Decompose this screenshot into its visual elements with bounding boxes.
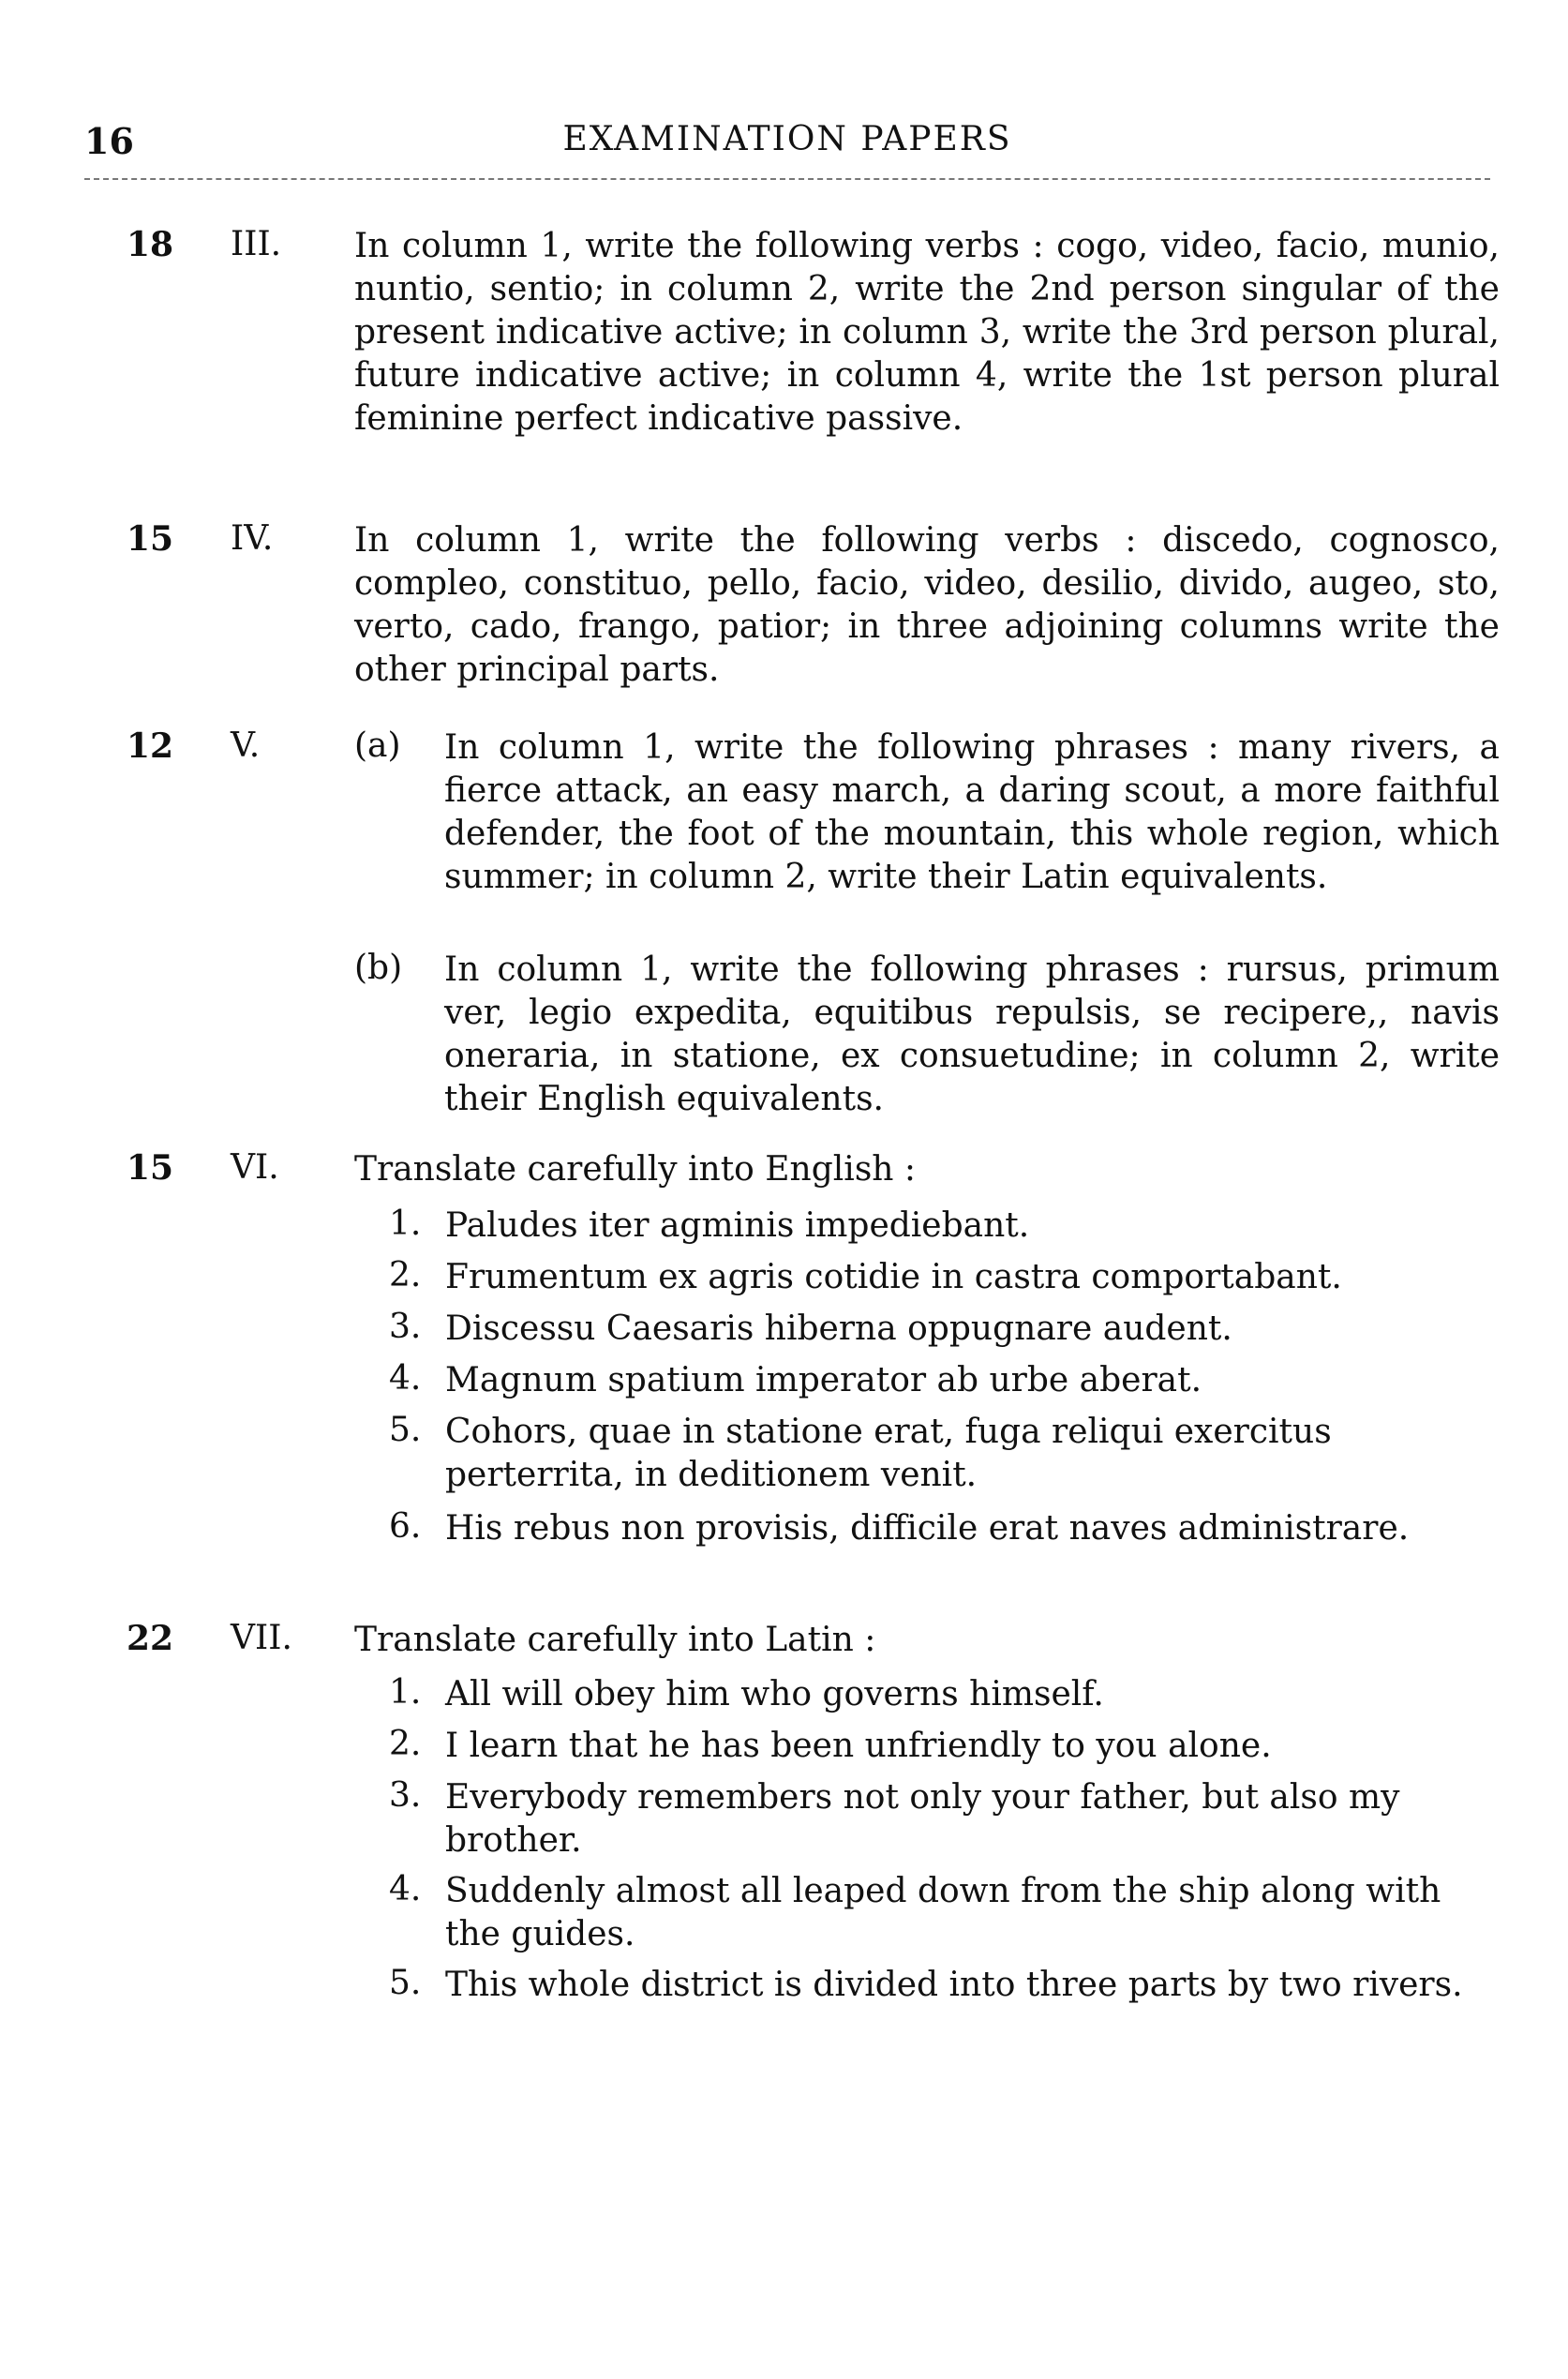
question-marks: 12 <box>127 726 174 766</box>
sub-part-label: (a) <box>354 726 401 765</box>
item-text: Suddenly almost all leaped down from the ship along with the guides. <box>445 1872 1441 1953</box>
item-number: 3. <box>389 1776 422 1815</box>
item-number: 4. <box>389 1359 422 1398</box>
item-text: Discessu Caesaris hiberna oppugnare audent. <box>445 1309 1232 1348</box>
item-number: 1. <box>389 1673 422 1712</box>
item-text: Magnum spatium imperator ab urbe aberat. <box>445 1361 1202 1399</box>
question-marks: 18 <box>127 225 174 264</box>
question-marks: 22 <box>127 1619 174 1658</box>
item-number: 5. <box>389 1411 422 1449</box>
sub-part-label: (b) <box>354 949 403 987</box>
item-text: I learn that he has been unfriendly to you alone. <box>445 1727 1272 1765</box>
page-header <box>84 120 1490 167</box>
item-text: Frumentum ex agris cotidie in castra comportabant. <box>445 1258 1342 1296</box>
header-rule <box>84 178 1490 180</box>
question-number: III. <box>231 225 282 263</box>
question-number: V. <box>231 726 261 765</box>
question-text: In column 1, write the following verbs : discedo, cognosco, compleo, constituo, pello, facio, video, desilio, divido, augeo, sto, verto, cado, frango, patior; in three adjoining columns write the other principal parts. <box>354 521 1500 689</box>
question-number: IV. <box>231 519 274 558</box>
item-number: 3. <box>389 1308 422 1346</box>
item-text: All will obey him who governs himself. <box>445 1675 1104 1713</box>
sub-part-text: In column 1, write the following phrases : rursus, primum ver, legio expedita, equitibus repulsis, se recipere,, navis oneraria, in statione, ex consuetudine; in column 2, write their English equivalents. <box>444 950 1500 1118</box>
item-number: 1. <box>389 1204 422 1243</box>
item-number: 2. <box>389 1256 422 1294</box>
question-text: Translate carefully into English : <box>354 1150 917 1189</box>
question-text: Translate carefully into Latin : <box>354 1621 876 1659</box>
item-text: This whole district is divided into three parts by two rivers. <box>445 1966 1463 2004</box>
item-number: 5. <box>389 1964 422 2002</box>
item-text: Everybody remembers not only your father, but also my brother. <box>445 1778 1400 1860</box>
running-head: EXAMINATION PAPERS <box>562 120 1012 158</box>
item-number: 6. <box>389 1507 422 1546</box>
question-number: VI. <box>231 1148 279 1187</box>
item-number: 2. <box>389 1725 422 1763</box>
question-text: In column 1, write the following verbs : cogo, video, facio, munio, nuntio, sentio; in column 2, write the 2nd person singular of the present indicative active; in column 3, write the 3rd person plural, future indicative active; in column 4, write the 1st person plural feminine perfect indicative passive. <box>354 227 1500 438</box>
page-number: 16 <box>84 120 134 162</box>
item-text: Paludes iter agminis impediebant. <box>445 1206 1030 1245</box>
question-number: VII. <box>231 1619 292 1657</box>
item-text: His rebus non provisis, difficile erat naves administrare. <box>445 1509 1410 1548</box>
item-text: Cohors, quae in statione erat, fuga reliqui exercitus perterrita, in deditionem venit. <box>445 1413 1332 1494</box>
sub-part-text: In column 1, write the following phrases : many rivers, a fierce attack, an easy march, a daring scout, a more faithful defender, the foot of the mountain, this whole region, which summer; in column 2, write their Latin equivalents. <box>444 728 1500 896</box>
question-marks: 15 <box>127 1148 174 1188</box>
question-marks: 15 <box>127 519 174 559</box>
item-number: 4. <box>389 1870 422 1908</box>
